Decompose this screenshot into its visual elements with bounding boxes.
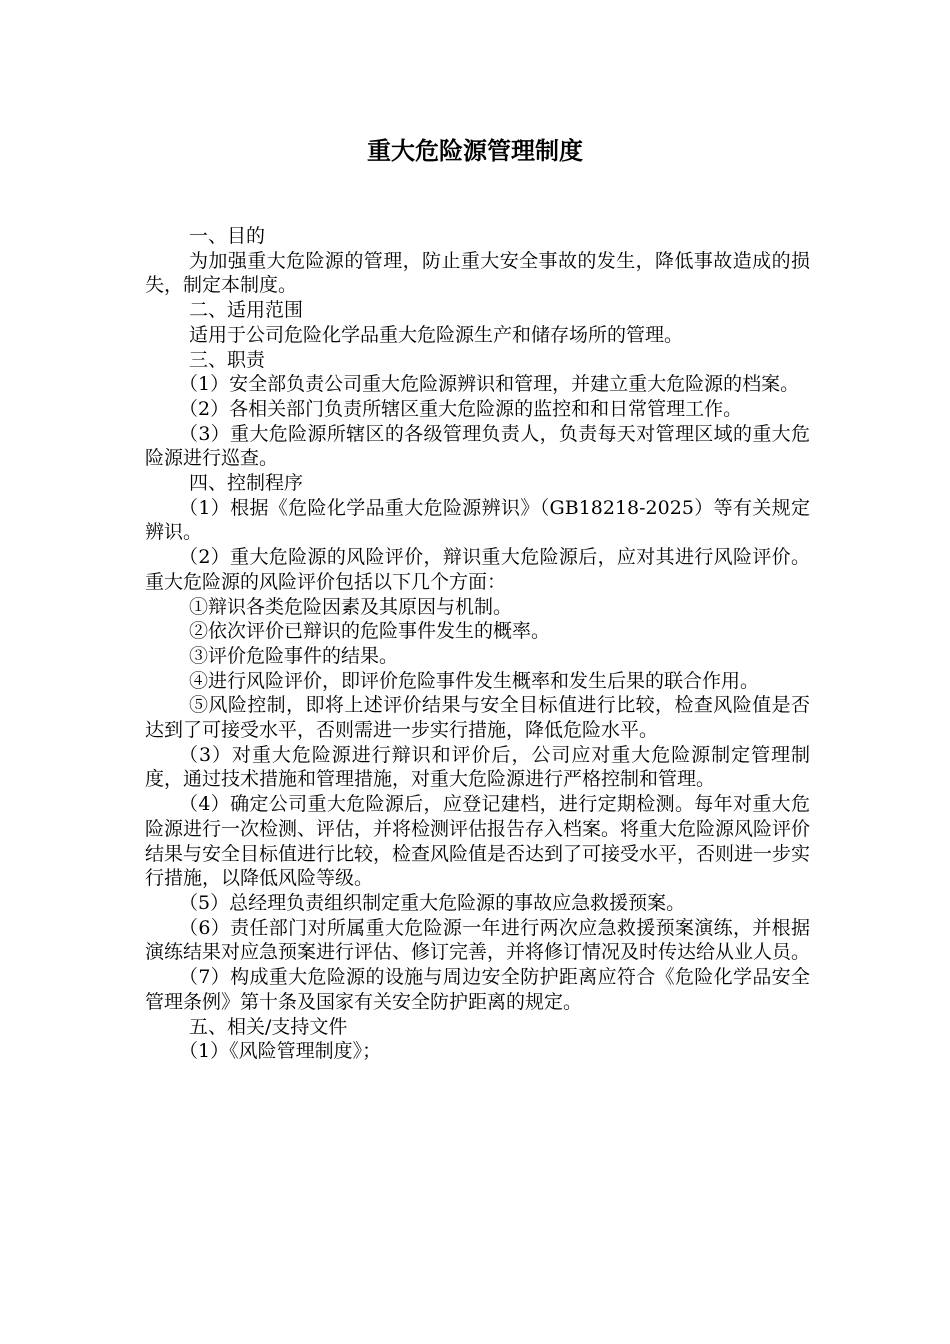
- section-heading-related-documents: 五、相关/支持文件: [189, 1015, 348, 1038]
- paragraph-procedure-7: （7）构成重大危险源的设施与周边安全防护距离应符合《危险化学品安全管理条例》第十条及国家有关安全防护距离的规定。: [145, 966, 810, 1013]
- paragraph-procedure-3: （3）对重大危险源进行辩识和评价后，公司应对重大危险源制定管理制度，通过技术措施和管理措施，对重大危险源进行严格控制和管理。: [145, 743, 810, 791]
- section-heading-responsibilities: 三、职责: [189, 348, 266, 371]
- section-heading-control-procedure: 四、控制程序: [189, 472, 304, 495]
- paragraph-procedure-1: （1）根据《危险化学品重大危险源辨识》（GB18218-2025）等有关规定辨识。: [145, 496, 810, 544]
- section-heading-scope: 二、适用范围: [189, 299, 304, 322]
- paragraph-responsibility-3: （3）重大危险源所辖区的各级管理负责人，负责每天对管理区域的重大危险源进行巡查。: [145, 422, 810, 470]
- paragraph-responsibility-2: （2）各相关部门负责所辖区重大危险源的监控和和日常管理工作。: [179, 397, 743, 420]
- paragraph-related-document-1: （1）《风险管理制度》；: [179, 1040, 382, 1063]
- document-title: 重大危险源管理制度: [367, 137, 583, 165]
- paragraph-purpose: 为加强重大危险源的管理，防止重大安全事故的发生，降低事故造成的损失，制定本制度。: [145, 249, 810, 297]
- paragraph-procedure-6: （6）责任部门对所属重大危险源一年进行两次应急救援预案演练，并根据演练结果对应急预案进行评估、修订完善，并将修订情况及时传达给从业人员。: [145, 916, 811, 964]
- paragraph-responsibility-1: （1）安全部负责公司重大危险源辨识和管理，并建立重大危险源的档案。: [179, 373, 800, 396]
- list-item-circled-5: ⑤风险控制，即将上述评价结果与安全目标值进行比较，检查风险值是否达到了可接受水平，否则需进一步实行措施，降低危险水平。: [145, 694, 810, 742]
- section-heading-purpose: 一、目的: [189, 225, 266, 247]
- document-body: [145, 224, 810, 1064]
- list-item-circled-1: ①辩识各类危险因素及其原因与机制。: [189, 595, 513, 618]
- paragraph-scope: 适用于公司危险化学品重大危险源生产和储存场所的管理。: [189, 323, 684, 346]
- paragraph-procedure-4: （4）确定公司重大危险源后，应登记建档，进行定期检测。每年对重大危险源进行一次检测、评估，并将检测评估报告存入档案。将重大危险源风险评价结果与安全目标值进行比较，检查风险值是否达到了可接受水平，否则进一步实行措施，以降低风险等级。: [145, 793, 811, 890]
- list-item-circled-3: ③评价危险事件的结果。: [189, 644, 399, 667]
- paragraph-procedure-5: （5）总经理负责组织制定重大危险源的事故应急救援预案。: [179, 891, 686, 914]
- paragraph-procedure-2: （2）重大危险源的风险评价，辩识重大危险源后，应对其进行风险评价。重大危险源的风险评价包括以下几个方面：: [145, 546, 810, 593]
- list-item-circled-2: ②依次评价已辩识的危险事件发生的概率。: [189, 620, 551, 643]
- list-item-circled-4: ④进行风险评价，即评价危险事件发生概率和发生后果的联合作用。: [189, 669, 760, 692]
